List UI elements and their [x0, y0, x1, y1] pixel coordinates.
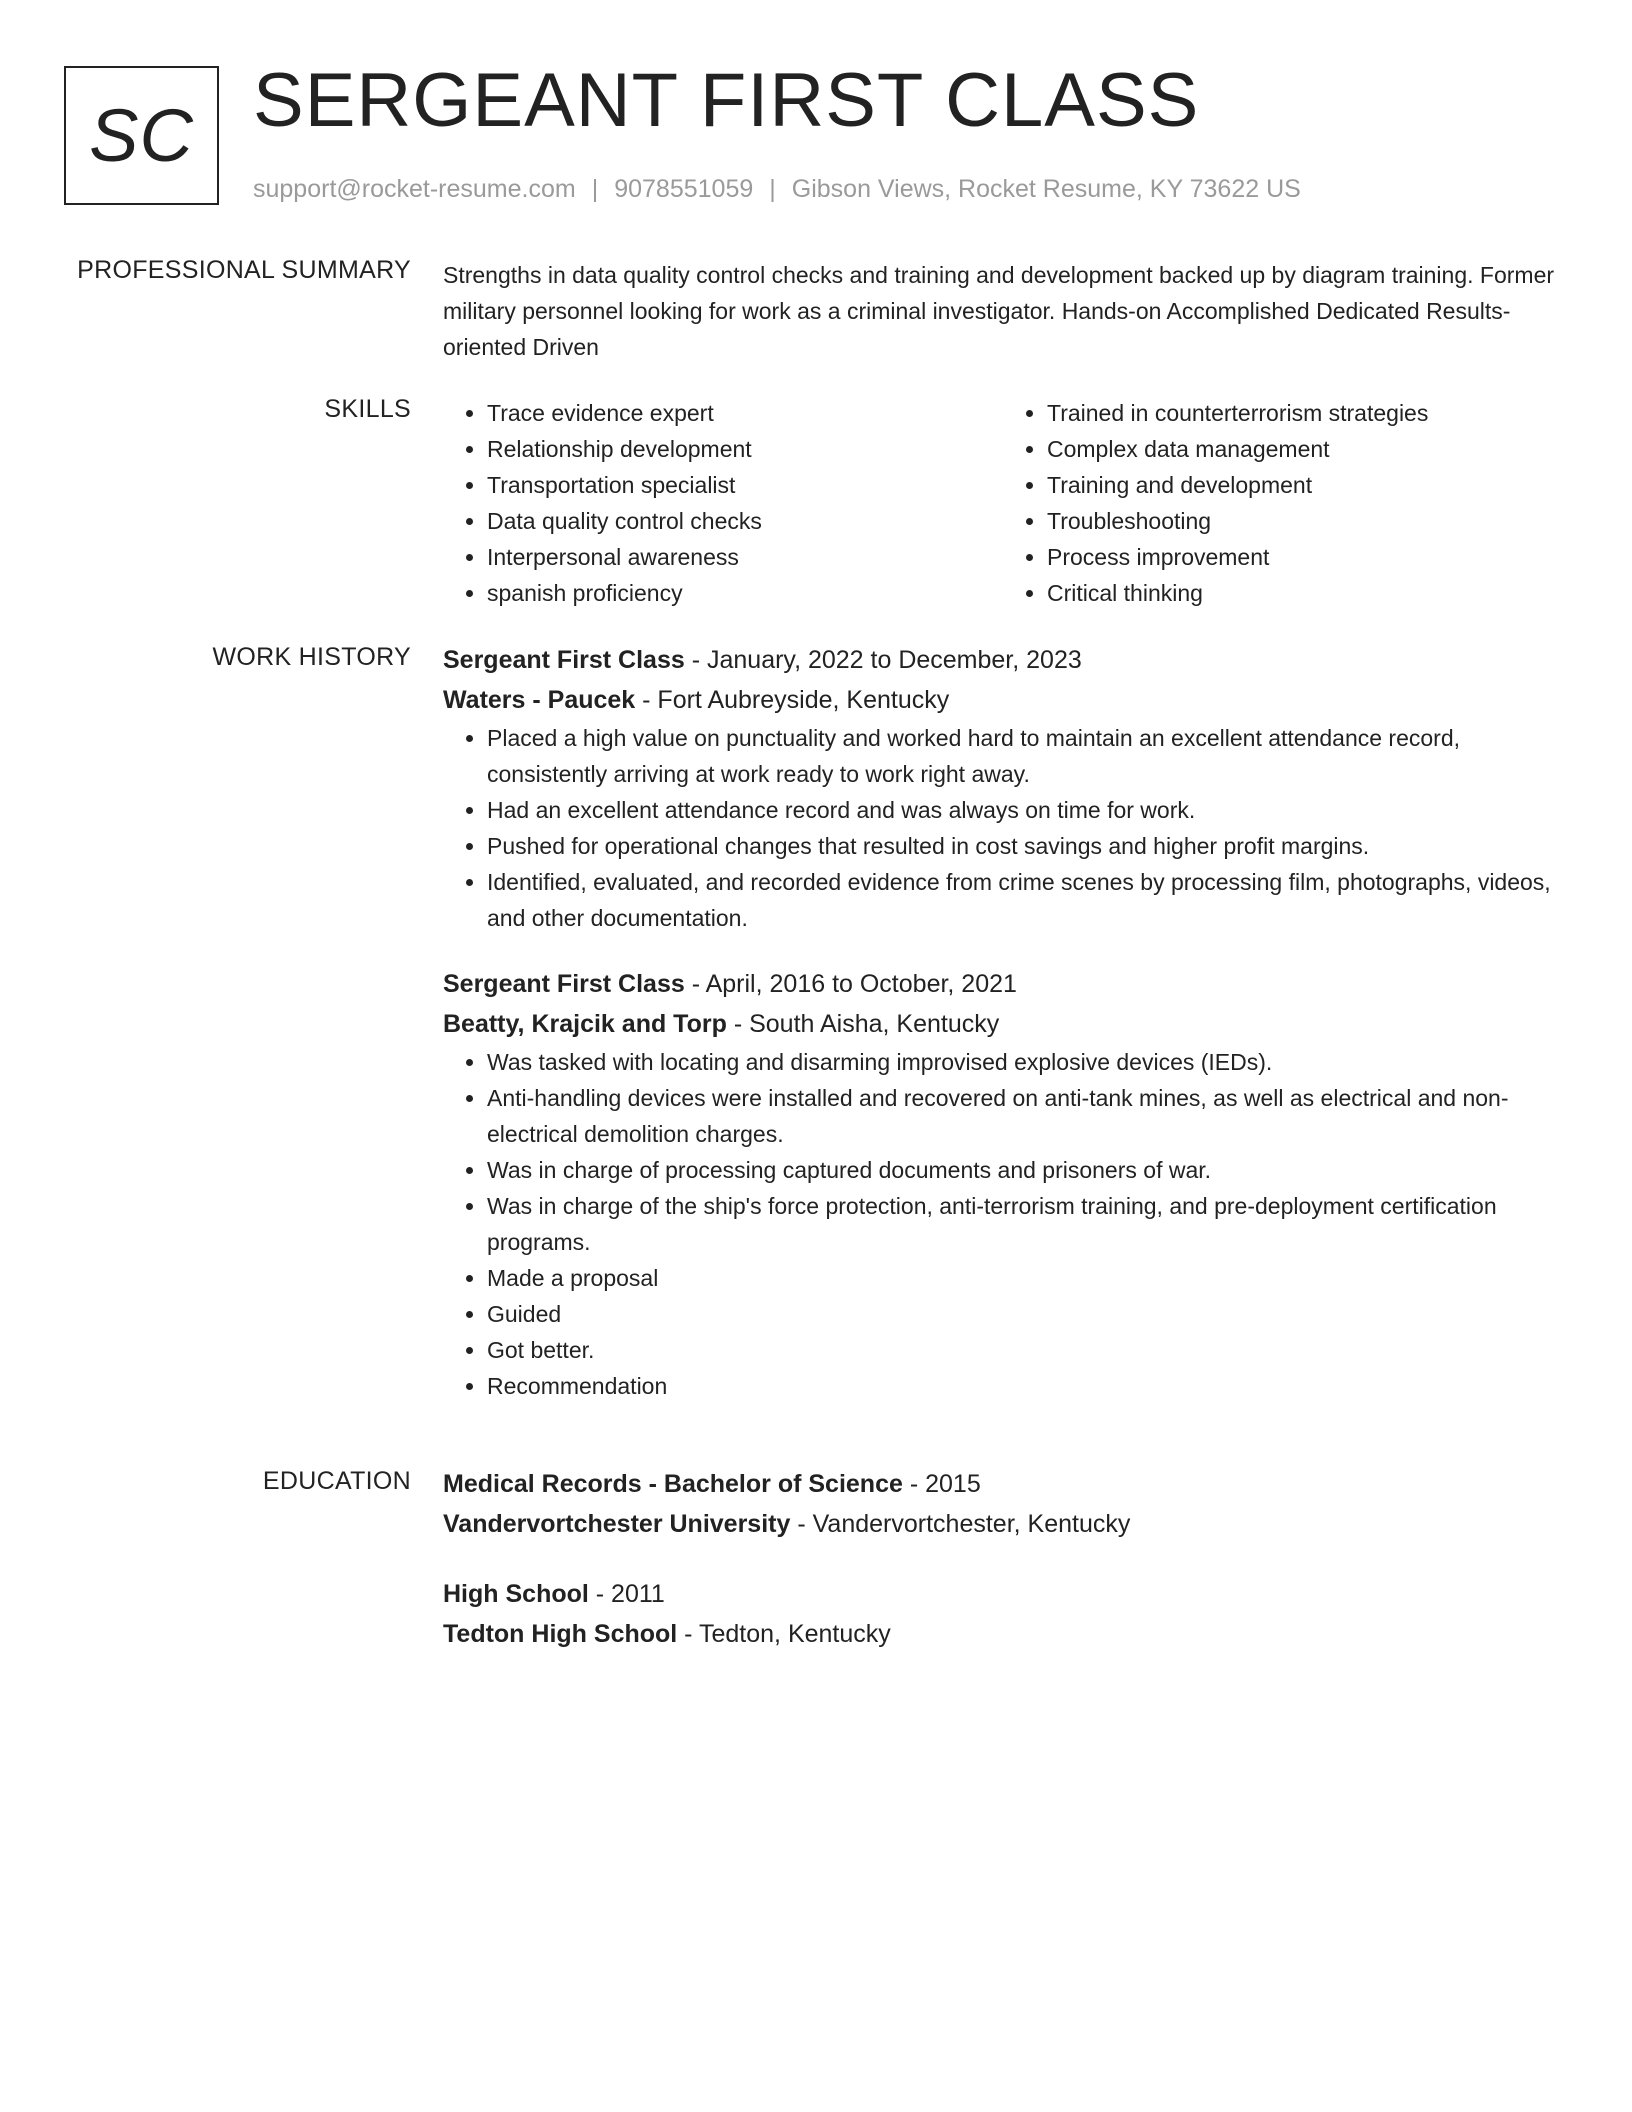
job-location: - Fort Aubreyside, Kentucky — [635, 686, 950, 714]
job-bullet: • Recommendation — [487, 1368, 1563, 1404]
job-title-line — [443, 964, 1563, 1004]
job-entry — [443, 964, 1563, 1404]
job-bullet: • Identified, evaluated, and recorded evidence from crime scenes by processing film, photographs, videos, and other documentation. — [487, 864, 1563, 936]
job-bullet: • Made a proposal — [487, 1260, 1563, 1296]
skills-grid — [443, 395, 1563, 611]
contact-address: Gibson Views, Rocket Resume, KY 73622 US — [791, 175, 1301, 203]
job-bullet: • Placed a high value on punctuality and worked hard to maintain an excellent attendance record, consistently arriving at work ready to work right away. — [487, 720, 1563, 792]
job-title: Sergeant First Class — [443, 646, 685, 674]
education-degree-line — [443, 1464, 1563, 1504]
education-heading: EDUCATION — [262, 1467, 411, 1495]
job-bullets — [443, 1044, 1563, 1404]
education-school: Vandervortchester University — [443, 1510, 791, 1538]
education-year: - 2011 — [588, 1580, 665, 1608]
job-bullets — [443, 720, 1563, 936]
skills-section — [443, 395, 1563, 611]
job-bullet: • Anti-handling devices were installed and recovered on anti-tank mines, as well as electrical and non-electrical demolition charges. — [487, 1080, 1563, 1152]
job-entry — [443, 640, 1563, 936]
work-history-heading: WORK HISTORY — [212, 643, 411, 671]
education-school-line — [443, 1504, 1563, 1544]
work-history-section — [443, 640, 1563, 1432]
job-title-line — [443, 640, 1563, 680]
education-location: - Vandervortchester, Kentucky — [790, 1510, 1131, 1538]
summary-text: Strengths in data quality control checks and training and development backed up by diagram training. Former military personnel looking for work as a criminal investigator. Hands-on Accomplished Dedicated Results-oriented Driven — [443, 262, 1555, 360]
contact-phone: 9078551059 — [614, 175, 754, 203]
job-company: Beatty, Krajcik and Torp — [443, 1010, 727, 1038]
skill-item: • Troubleshooting — [1047, 503, 1563, 539]
contact-separator: | — [769, 175, 776, 203]
education-school: Tedton High School — [443, 1620, 678, 1648]
job-bullet: • Guided — [487, 1296, 1563, 1332]
skills-heading: SKILLS — [324, 395, 411, 423]
education-entry — [443, 1574, 1563, 1654]
skill-item: • Training and development — [1047, 467, 1563, 503]
contact-email: support@rocket-resume.com — [253, 175, 576, 203]
job-dates: - April, 2016 to October, 2021 — [684, 970, 1017, 998]
job-company-line — [443, 680, 1563, 720]
education-entry — [443, 1464, 1563, 1544]
skill-item: • Data quality control checks — [487, 503, 1003, 539]
job-bullet: • Had an excellent attendance record and was always on time for work. — [487, 792, 1563, 828]
job-dates: - January, 2022 to December, 2023 — [684, 646, 1082, 674]
education-year: - 2015 — [902, 1470, 981, 1498]
education-location: - Tedton, Kentucky — [677, 1620, 891, 1648]
skill-item: • Trained in counterterrorism strategies — [1047, 395, 1563, 431]
job-company: Waters - Paucek — [443, 686, 636, 714]
skill-item: • Interpersonal awareness — [487, 539, 1003, 575]
skills-list-right — [1003, 395, 1563, 611]
skill-item: • Transportation specialist — [487, 467, 1003, 503]
education-section — [443, 1464, 1563, 1684]
education-degree: Medical Records - Bachelor of Science — [443, 1470, 903, 1498]
education-degree: High School — [443, 1580, 589, 1608]
skill-item: • Critical thinking — [1047, 575, 1563, 611]
skill-item: • spanish proficiency — [487, 575, 1003, 611]
skill-item: • Process improvement — [1047, 539, 1563, 575]
monogram-badge — [64, 66, 219, 205]
contact-separator: | — [591, 175, 599, 203]
monogram-initials: SC — [89, 94, 194, 177]
skill-item: • Trace evidence expert — [487, 395, 1003, 431]
job-bullet: • Pushed for operational changes that resulted in cost savings and higher profit margins. — [487, 828, 1563, 864]
job-bullet: • Got better. — [487, 1332, 1563, 1368]
skill-item: • Complex data management — [1047, 431, 1563, 467]
skill-item: • Relationship development — [487, 431, 1003, 467]
job-title: Sergeant First Class — [443, 970, 685, 998]
job-bullet: • Was in charge of processing captured documents and prisoners of war. — [487, 1152, 1563, 1188]
summary-heading: PROFESSIONAL SUMMARY — [77, 256, 411, 284]
job-company-line — [443, 1004, 1563, 1044]
education-degree-line — [443, 1574, 1563, 1614]
education-school-line — [443, 1614, 1563, 1654]
contact-line — [253, 172, 1301, 206]
summary-section — [443, 257, 1563, 365]
candidate-name: SERGEANT FIRST CLASS — [253, 58, 1200, 143]
skills-list-left — [443, 395, 1003, 611]
job-bullet: • Was in charge of the ship's force protection, anti-terrorism training, and pre-deployment certification programs. — [487, 1188, 1563, 1260]
job-bullet: • Was tasked with locating and disarming improvised explosive devices (IEDs). — [487, 1044, 1563, 1080]
job-location: - South Aisha, Kentucky — [726, 1010, 1000, 1038]
